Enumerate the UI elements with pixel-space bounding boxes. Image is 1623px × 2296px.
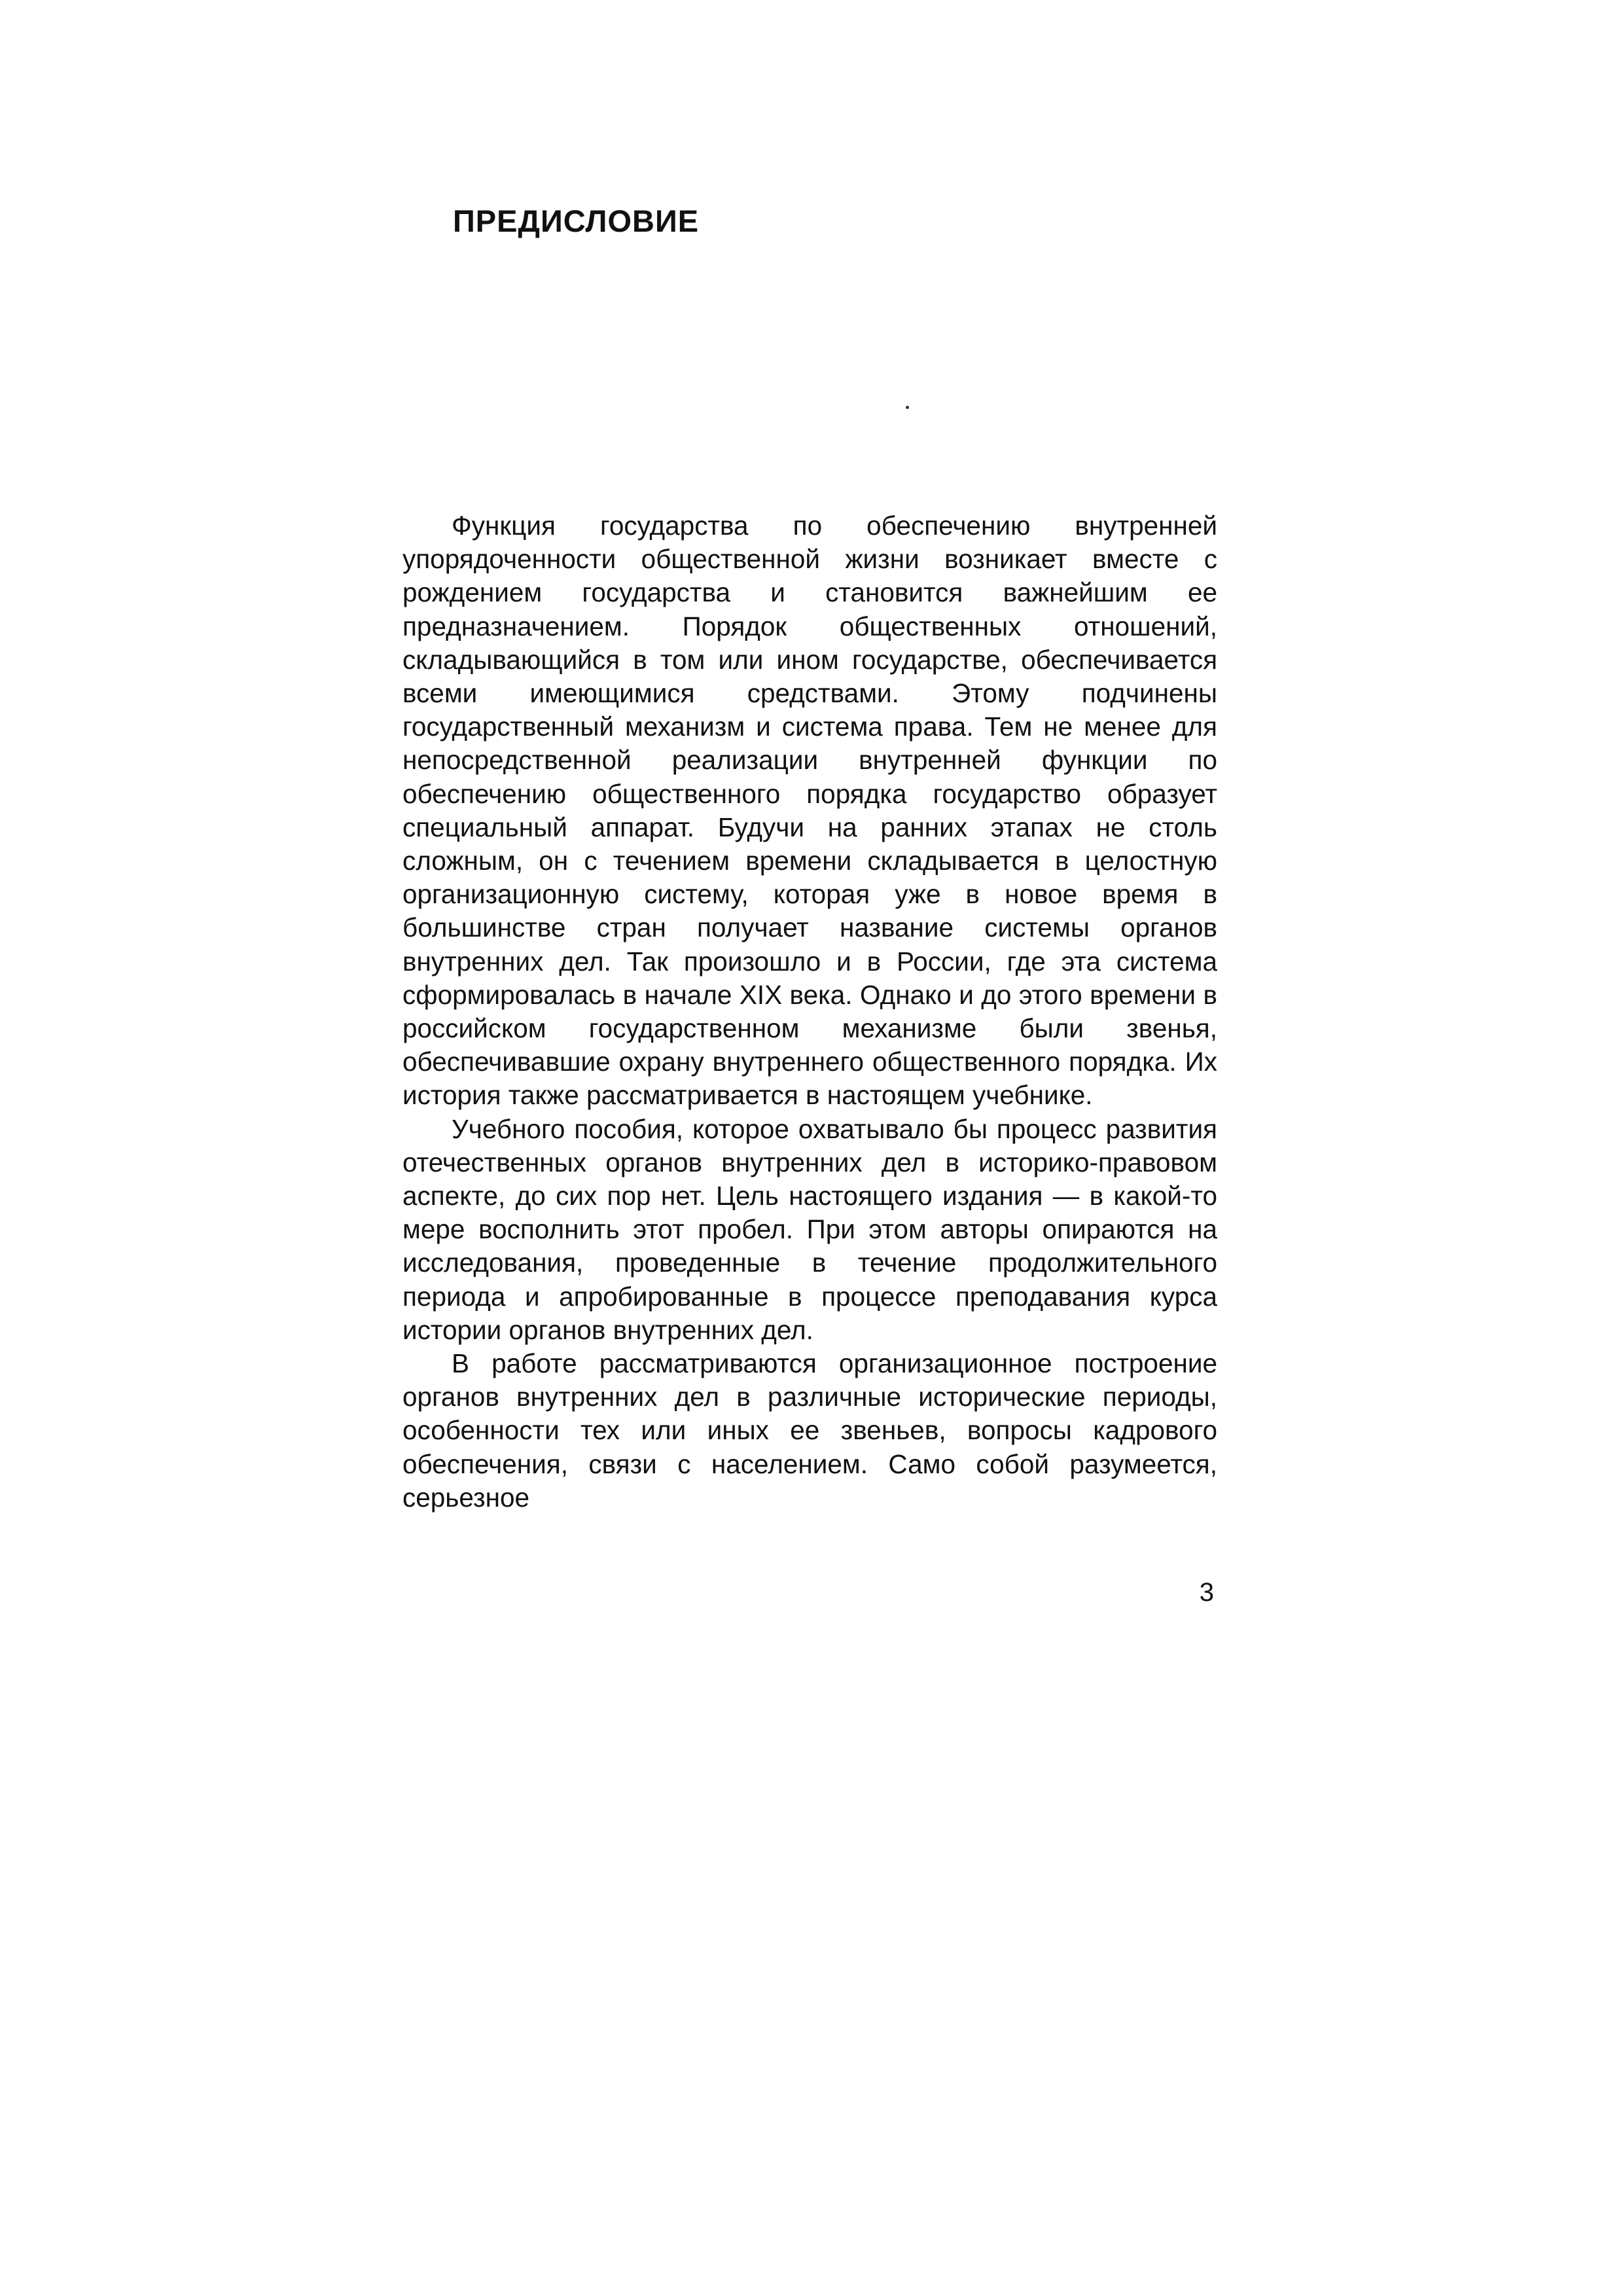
page-number: 3	[1199, 1578, 1214, 1607]
paragraph-3: В работе рассматриваются организационное построение органов внутренних дел в различные исторические периоды, особенности тех или иных ее звеньев, вопросы кадрового обеспечения, связи с населением. Само собой разумеется, серьезное	[402, 1348, 1217, 1513]
paragraph-2: Учебного пособия, которое охватывало бы процесс развития отечественных органов внутренних дел в историко-правовом аспекте, до сих пор нет. Цель настоящего издания — в какой-то мере восполнить этот пробел. При этом авторы опираются на исследования, проведенные в течение продолжительного периода и апробированные в процессе преподавания курса истории органов внутренних дел.	[402, 1113, 1217, 1345]
stray-dot-mark	[906, 406, 909, 409]
page-heading: ПРЕДИСЛОВИЕ	[453, 204, 700, 238]
body-text	[402, 509, 1217, 1515]
paragraph-1: Функция государства по обеспечению внутренней упорядоченности общественной жизни возникает вместе с рождением государства и становится важнейшим ее предназначением. Порядок общественных отношений, складывающийся в том или ином государстве, обеспечивается всеми имеющимися средствами. Этому подчинены государственный механизм и система права. Тем не менее для непосредственной реализации внутренней функции по обеспечению общественного порядка государство образует специальный аппарат. Будучи на ранних этапах не столь сложным, он с течением времени складывается в целостную организационную систему, которая уже в новое время в большинстве стран получает название системы органов внутренних дел. Так произошло и в России, где эта система сформировалась в начале XIX века. Однако и до этого времени в российском государственном механизме были звенья, обеспечивавшие охрану внутреннего общественного порядка. Их история также рассматривается в настоящем учебнике.	[402, 511, 1217, 1111]
